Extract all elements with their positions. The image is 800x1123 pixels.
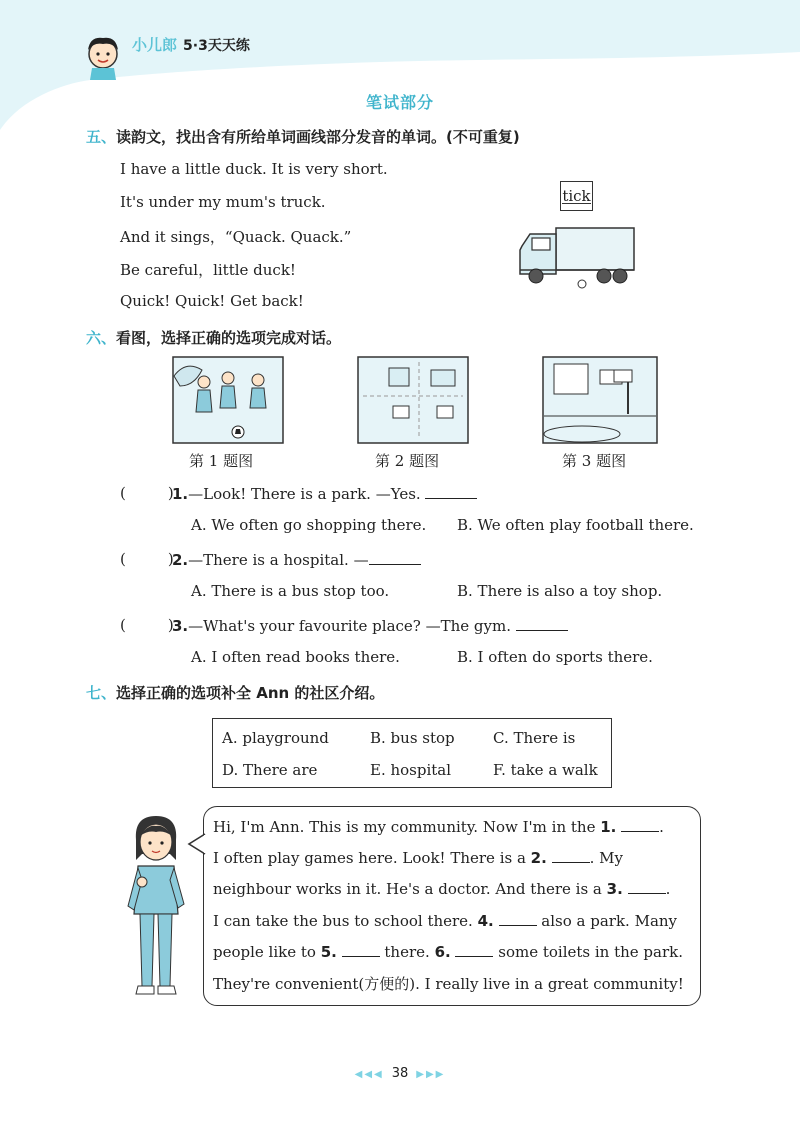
passage-text: Hi, I'm Ann. This is my community. Now I'm in the <box>213 818 601 836</box>
word-option-e: E. hospital <box>370 761 452 779</box>
passage-blank-3[interactable] <box>628 879 666 894</box>
answer-paren-1[interactable] <box>120 484 174 502</box>
street-map-picture <box>357 356 469 444</box>
word-option-c: C. There is <box>493 729 576 747</box>
right-arrows-icon: ▶▶▶ <box>416 1069 446 1080</box>
left-arrows-icon: ◀◀◀ <box>354 1069 384 1080</box>
girl-ann-illustration-icon <box>118 810 194 1000</box>
item-stem-text: —There is a hospital. — <box>188 551 369 569</box>
answer-paren-2[interactable] <box>120 550 174 568</box>
given-word-box <box>560 181 593 211</box>
paren-close: ) <box>167 484 174 502</box>
park-football-picture <box>172 356 284 444</box>
q5-number: 五、 <box>86 128 117 146</box>
blank-number-4: 4. <box>477 912 494 930</box>
passage-line-2 <box>213 848 623 867</box>
passage-line-5 <box>213 942 683 961</box>
picture-caption-1: 第 1 题图 <box>189 452 254 470</box>
answer-blank[interactable] <box>516 616 568 631</box>
passage-text: . My <box>589 849 623 867</box>
passage-text: I often play games here. Look! There is a <box>213 849 531 867</box>
mascot-boy-icon <box>78 30 128 80</box>
answer-paren-3[interactable] <box>120 616 174 634</box>
paren-close: ) <box>167 550 174 568</box>
paren-open: ( <box>120 550 126 568</box>
poem-line-2: It's under my mum's truck. <box>120 193 326 211</box>
blank-number-2: 2. <box>530 849 547 867</box>
blank-number-3: 3. <box>606 880 623 898</box>
q6-number: 六、 <box>86 329 117 347</box>
word-bank-box <box>212 718 612 788</box>
item-number: 2. <box>172 551 189 569</box>
poem-line-5: Quick! Quick! Get back! <box>120 292 304 310</box>
q7-instruction: 选择正确的选项补全 Ann 的社区介绍。 <box>116 684 385 702</box>
passage-text: . <box>665 880 671 898</box>
section-title: 笔试部分 <box>365 93 434 112</box>
paren-open: ( <box>120 616 126 634</box>
header-brand <box>132 34 250 55</box>
q6-item-3-option-b: B. I often do sports there. <box>457 648 653 666</box>
paren-open: ( <box>120 484 126 502</box>
passage-text: people like to <box>213 943 321 961</box>
item-number: 3. <box>172 617 189 635</box>
q6-item-1-option-a: A. We often go shopping there. <box>191 516 427 534</box>
word-option-a: A. playground <box>222 729 329 747</box>
passage-blank-5[interactable] <box>342 942 380 957</box>
q5-instruction: 读韵文，找出含有所给单词画线部分发音的单词。(不可重复) <box>116 128 520 146</box>
word-option-b: B. bus stop <box>370 729 455 747</box>
q6-item-1-option-b: B. We often play football there. <box>457 516 694 534</box>
given-word: tick <box>562 186 591 205</box>
passage-text: I can take the bus to school there. <box>213 912 478 930</box>
page-number: 38 <box>391 1066 409 1081</box>
passage-blank-2[interactable] <box>552 848 590 863</box>
picture-caption-3: 第 3 题图 <box>562 452 627 470</box>
passage-blank-6[interactable] <box>455 942 493 957</box>
passage-line-1 <box>213 817 664 836</box>
passage-text: . <box>659 818 664 836</box>
q6-item-1-stem <box>172 484 477 503</box>
passage-line-4 <box>213 911 677 930</box>
blank-number-6: 6. <box>434 943 451 961</box>
q6-heading <box>86 327 341 348</box>
q6-item-3-option-a: A. I often read books there. <box>191 648 400 666</box>
blank-number-1: 1. <box>600 818 617 836</box>
passage-text: They're convenient(方便的). I really live in a great community! <box>213 975 684 993</box>
answer-blank[interactable] <box>369 550 421 565</box>
poem-line-3: And it sings，“Quack. Quack.” <box>120 228 352 246</box>
series-name: 5·3天天练 <box>183 38 250 54</box>
q6-item-2-option-a: A. There is a bus stop too. <box>191 582 390 600</box>
speech-bubble-tail-icon <box>187 832 207 856</box>
q6-item-2-option-b: B. There is also a toy shop. <box>457 582 663 600</box>
q7-heading <box>86 682 384 703</box>
passage-text: some toilets in the park. <box>493 943 684 961</box>
q6-instruction: 看图，选择正确的选项完成对话。 <box>116 329 342 347</box>
passage-blank-1[interactable] <box>621 817 659 832</box>
truck-illustration-icon <box>516 224 638 290</box>
passage-line-6 <box>213 973 684 994</box>
poem-line-1: I have a little duck. It is very short. <box>120 160 388 178</box>
poem-line-4: Be careful，little duck! <box>120 261 296 279</box>
word-option-f: F. take a walk <box>493 761 598 779</box>
item-number: 1. <box>172 485 189 503</box>
passage-blank-4[interactable] <box>499 911 537 926</box>
item-stem-text: —What's your favourite place? —The gym. <box>188 617 511 635</box>
q7-number: 七、 <box>86 684 117 702</box>
gym-basketball-picture <box>542 356 658 444</box>
q6-item-3-stem <box>172 616 568 635</box>
page-footer <box>0 1066 800 1081</box>
q6-item-2-stem <box>172 550 421 569</box>
item-stem-text: —Look! There is a park. —Yes. <box>188 485 421 503</box>
passage-line-3 <box>213 879 670 898</box>
q5-heading <box>86 126 520 147</box>
picture-caption-2: 第 2 题图 <box>375 452 440 470</box>
passage-text: there. <box>379 943 435 961</box>
passage-text: also a park. Many <box>536 912 678 930</box>
brand-name: 小儿郎 <box>132 36 178 54</box>
word-option-d: D. There are <box>222 761 318 779</box>
answer-blank[interactable] <box>425 484 477 499</box>
paren-close: ) <box>167 616 174 634</box>
blank-number-5: 5. <box>320 943 337 961</box>
passage-text: neighbour works in it. He's a doctor. And there is a <box>213 880 607 898</box>
